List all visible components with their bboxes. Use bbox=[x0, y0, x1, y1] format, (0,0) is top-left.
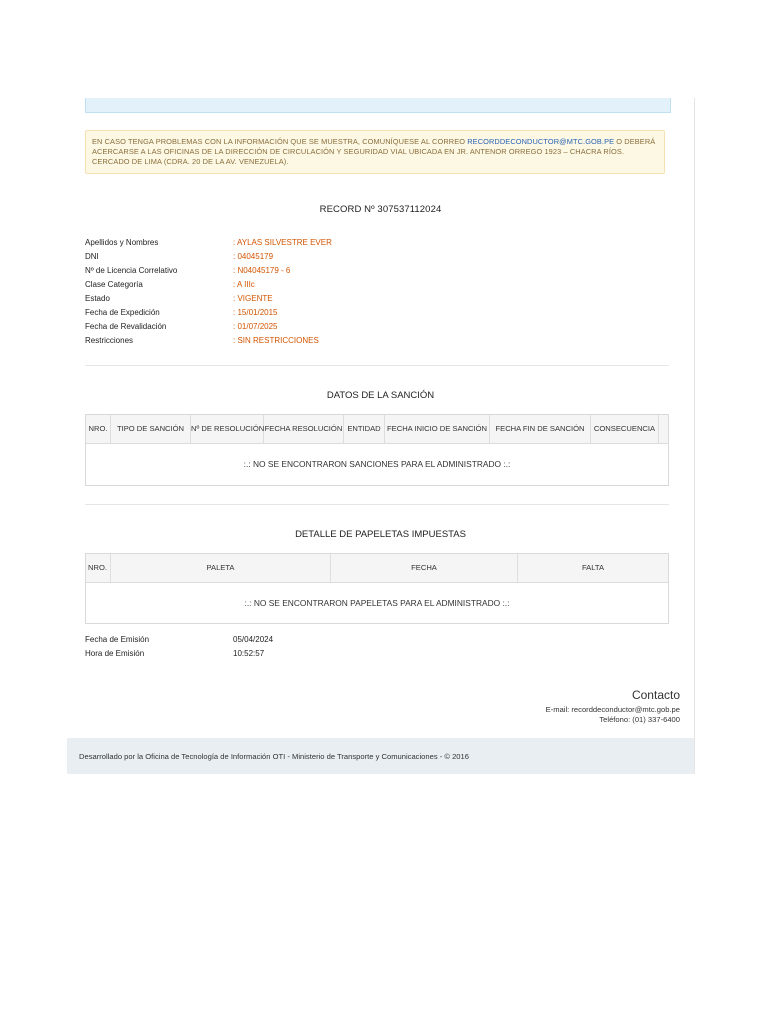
alert-text-before: EN CASO TENGA PROBLEMAS CON LA INFORMACIÓN QUE SE MUESTRA, COMUNÍQUESE AL CORREO bbox=[92, 137, 468, 146]
info-label: DNI bbox=[85, 252, 99, 261]
emision-hora-label: Hora de Emisión bbox=[85, 649, 145, 658]
column-header: NRO. bbox=[86, 554, 111, 582]
alert-text-after: O DEBERÁ ACERCARSE A LAS OFICINAS DE LA DIRECCIÓN DE CIRCULACIÓN Y SEGURIDAD VIAL UBICADA EN JR. ANTENOR ORREGO 1923 – CHACRA RÍOS. CERCADO DE LIMA (CDRA. 20 DE LA AV. VENEZUELA). bbox=[92, 137, 656, 166]
info-label: Fecha de Revalidación bbox=[85, 322, 167, 331]
record-title: RECORD Nº 307537112024 bbox=[319, 204, 442, 215]
alert-email-link[interactable]: RECORDDECONDUCTOR@MTC.GOB.PE bbox=[467, 137, 615, 146]
info-value: : 01/07/2025 bbox=[233, 322, 278, 331]
emision-fecha-value: 05/04/2024 bbox=[233, 635, 274, 644]
column-header: FALTA bbox=[581, 563, 605, 572]
contact-email[interactable]: E-mail: recorddeconductor@mtc.gob.pe bbox=[545, 705, 680, 714]
info-value: : 15/01/2015 bbox=[233, 308, 278, 317]
sanciones-empty-message: :.: NO SE ENCONTRARON SANCIONES PARA EL ADMINISTRADO :.: bbox=[243, 459, 511, 469]
column-header: FECHA INICIO DE SANCIÓN bbox=[385, 415, 490, 443]
papeletas-title: DETALLE DE PAPELETAS IMPUESTAS bbox=[295, 529, 466, 540]
header-band bbox=[85, 98, 671, 113]
column-header: TIPO DE SANCIÓN bbox=[111, 415, 191, 443]
sanciones-table bbox=[85, 414, 669, 486]
contact-title: Contacto bbox=[631, 688, 680, 702]
column-header: ENTIDAD bbox=[344, 415, 385, 443]
info-label: Clase Categoría bbox=[85, 280, 143, 289]
table-header bbox=[86, 415, 668, 444]
info-label: Nº de Licencia Correlativo bbox=[85, 266, 178, 275]
info-label: Estado bbox=[85, 294, 110, 303]
contact-phone: Teléfono: (01) 337-6400 bbox=[599, 715, 680, 724]
info-value: : N04045179 - 6 bbox=[233, 266, 291, 275]
page-footer bbox=[67, 738, 694, 774]
info-value: : VIGENTE bbox=[233, 294, 273, 303]
warning-alert bbox=[85, 130, 665, 174]
info-label: Apellidos y Nombres bbox=[85, 238, 159, 247]
column-header: PALETA bbox=[111, 554, 331, 582]
info-value: : A IIIc bbox=[233, 280, 255, 289]
emision-hora-value: 10:52:57 bbox=[233, 649, 265, 658]
column-header: NRO. bbox=[86, 415, 111, 443]
column-header: CONSECUENCIA bbox=[591, 415, 659, 443]
column-header: FECHA bbox=[331, 554, 518, 582]
info-label: Restricciones bbox=[85, 336, 134, 345]
sanciones-title: DATOS DE LA SANCIÓN bbox=[326, 390, 435, 401]
record-document bbox=[67, 98, 695, 774]
papeletas-empty-message: :.: NO SE ENCONTRARON PAPELETAS PARA EL ADMINISTRADO :.: bbox=[244, 597, 510, 608]
info-label: Fecha de Expedición bbox=[85, 308, 160, 317]
papeletas-table bbox=[85, 553, 669, 624]
column-header: Nº DE RESOLUCIÓN bbox=[191, 415, 264, 443]
info-value: : SIN RESTRICCIONES bbox=[233, 336, 319, 345]
column-header: FECHA RESOLUCIÓN bbox=[264, 415, 344, 443]
divider bbox=[85, 504, 669, 505]
info-value: : AYLAS SILVESTRE EVER bbox=[233, 238, 332, 247]
footer-text: Desarrollado por la Oficina de Tecnología de Información OTI - Ministerio de Transporte y Comunicaciones - © 2016 bbox=[79, 751, 469, 761]
alert-text bbox=[92, 137, 662, 167]
info-value: : 04045179 bbox=[233, 252, 274, 261]
column-header: FECHA FIN DE SANCIÓN bbox=[490, 415, 591, 443]
divider bbox=[85, 365, 669, 366]
emision-fecha-label: Fecha de Emisión bbox=[85, 635, 150, 644]
table-header bbox=[86, 554, 668, 583]
